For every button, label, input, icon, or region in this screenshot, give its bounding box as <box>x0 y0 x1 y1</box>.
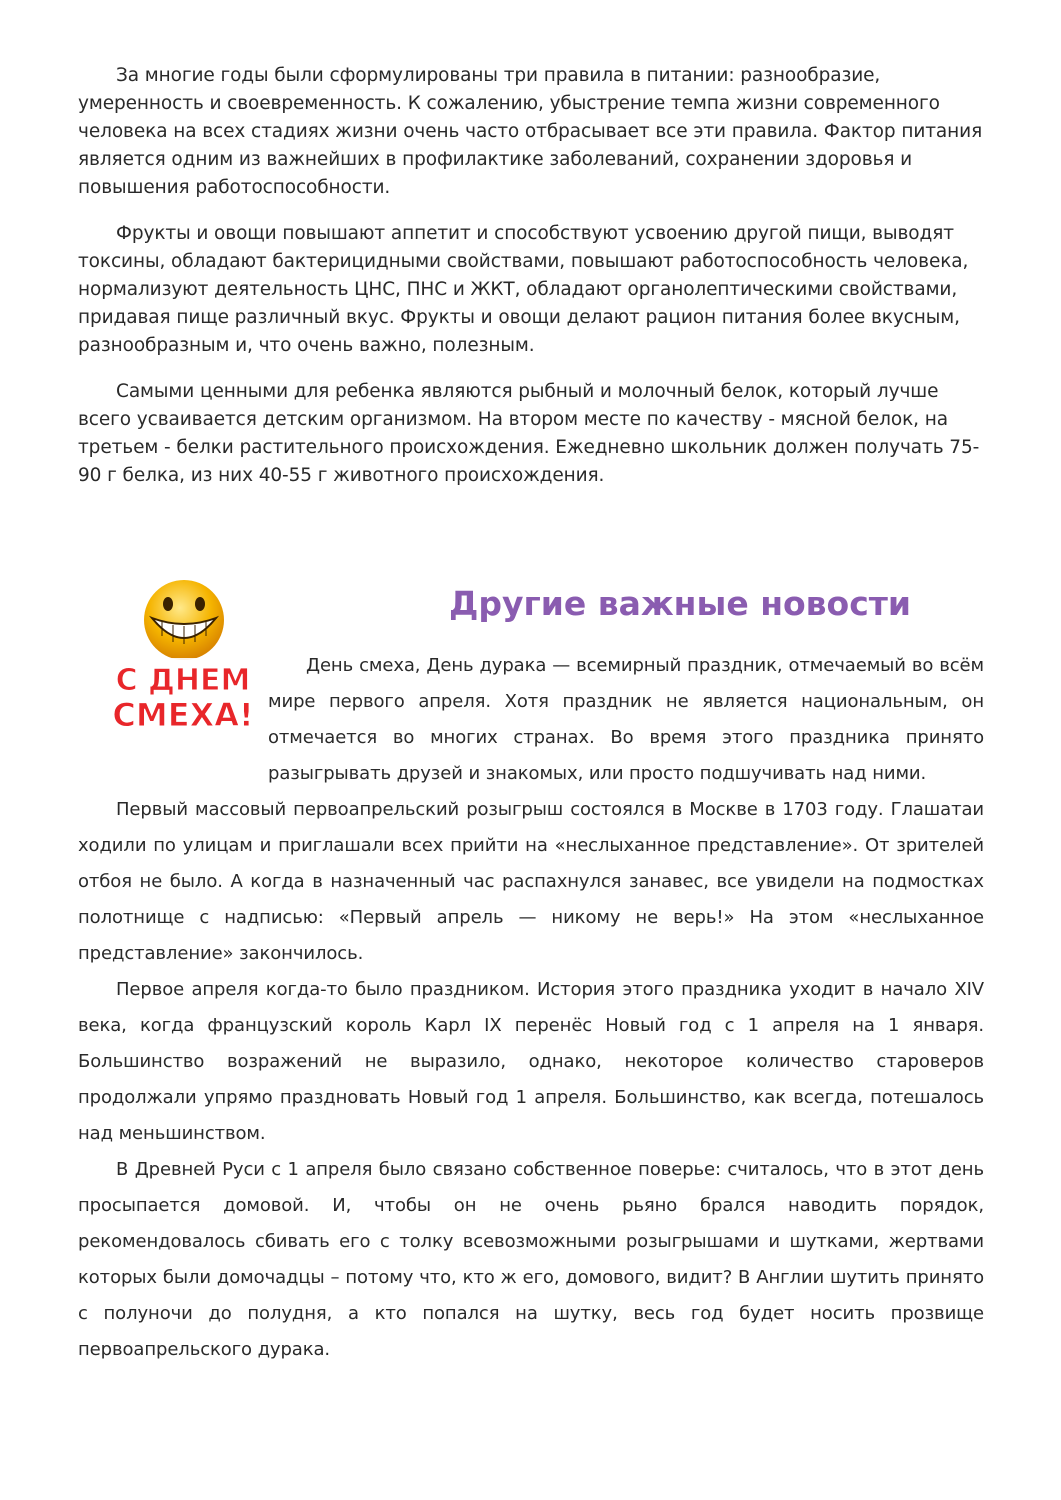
news-section-title: Другие важные новости <box>448 584 912 623</box>
image-text-line2: СМЕХА! <box>112 696 254 732</box>
image-text-line1: С ДНЕМ <box>115 663 251 698</box>
paragraph-ancient-rus: В Древней Руси с 1 апреля было связано собственное поверье: считалось, что в этот день просыпается домовой. И, чтобы он не очень рьяно брался наводить порядок, рекомендовалось сбивать его с толку всевозможными розыгрышами и шутками, жертвами которых были домочадцы – потому что, кто ж его, домового, видит? В Англии шутить принято с полуночи до полудня, а кто попался на шутку, весь год будет носить прозвище первоапрельского дурака. <box>78 1159 984 1360</box>
news-section <box>78 648 984 1368</box>
paragraph-laughter-day: День смеха, День дурака — всемирный праздник, отмечаемый во всём мире первого апреля. Хотя праздник не является национальным, он отмечается во многих странах. Во время этого праздника принято разыгрывать друзей и знакомых, или просто подшучивать над ними. <box>268 655 984 784</box>
paragraph-protein: Самыми ценными для ребенка являются рыбный и молочный белок, который лучше всего усваивается детским организмом. На втором месте по качеству - мясной белок, на третьем - белки растительного происхождения. Ежедневно школьник должен получать 75-90 г белка, из них 40-55 г животного происхождения. <box>78 381 980 486</box>
image-float-spacer <box>78 648 268 758</box>
paragraph-history: Первое апреля когда-то было праздником. История этого праздника уходит в начало XIV века, когда французский король Карл IX перенёс Новый год с 1 апреля на 1 января. Большинство возражений не выразило, однако, некоторое количество староверов продолжали упрямо праздновать Новый год 1 апреля. Большинство, как всегда, потешалось над меньшинством. <box>78 979 984 1144</box>
nutrition-section <box>78 62 988 508</box>
paragraph-first-prank: Первый массовый первоапрельский розыгрыш состоялся в Москве в 1703 году. Глашатаи ходили по улицам и приглашали всех прийти на «неслыханное представление». От зрителей отбоя не было. А когда в назначенный час распахнулся занавес, все увидели на подмостках полотнище с надписью: «Первый апрель — никому не верь!» На этом «неслыханное представление» закончилось. <box>78 799 984 964</box>
paragraph-fruits-vegetables: Фрукты и овощи повышают аппетит и способствуют усвоению другой пищи, выводят токсины, обладают бактерицидными свойствами, повышают работоспособность человека, нормализуют деятельность ЦНС, ПНС и ЖКТ, обладают органолептическими свойствами, придавая пище различный вкус. Фрукты и овощи делают рацион питания более вкусным, разнообразным и, что очень важно, полезным. <box>78 223 969 356</box>
paragraph-nutrition-rules: За многие годы были сформулированы три правила в питании: разнообразие, умеренность и своевременность. К сожалению, убыстрение темпа жизни современного человека на всех стадиях жизни очень часто отбрасывает все эти правила. Фактор питания является одним из важнейших в профилактике заболеваний, сохранении здоровья и повышения работоспособности. <box>78 65 983 198</box>
